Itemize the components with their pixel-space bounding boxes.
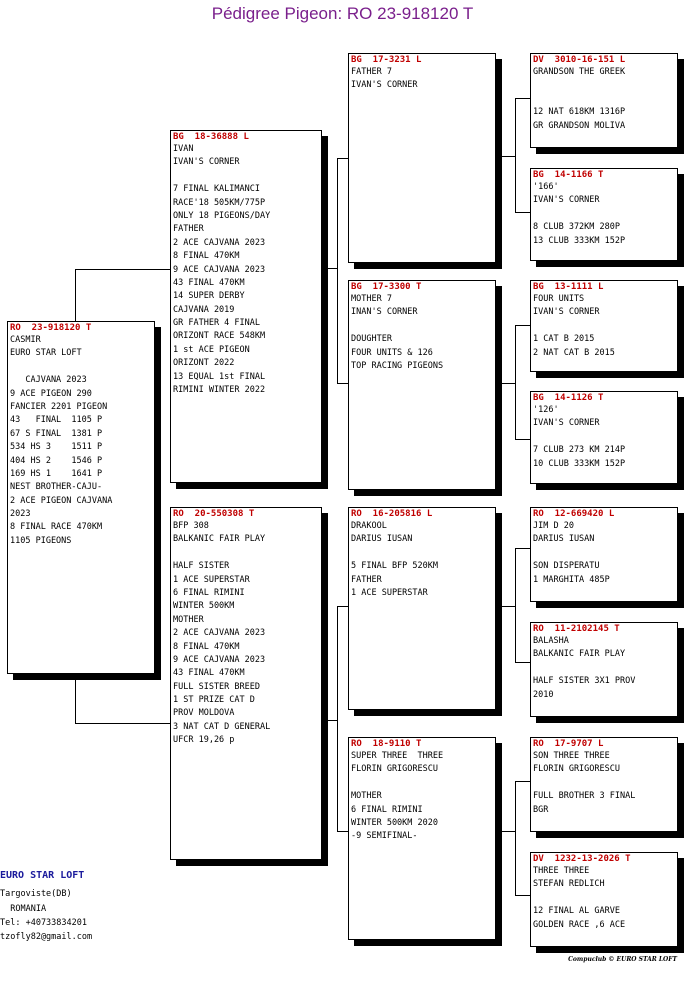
pigeon-info-line (533, 662, 675, 675)
pigeon-info-line: 2 ACE CAJVANA 2023 (173, 628, 266, 639)
connector (515, 895, 530, 896)
pigeon-card-sire (170, 130, 322, 483)
loft-name: EURO STAR LOFT (0, 870, 85, 881)
pigeon-info-line: EURO STAR LOFT (10, 348, 82, 359)
pigeon-info-line: 8 CLUB 372KM 280P (533, 222, 620, 233)
pigeon-info-line: '166' (533, 182, 559, 192)
ring-number: DV 3010-16-151 L (533, 55, 626, 65)
connector (515, 781, 530, 782)
pigeon-info-line: DARIUS IUSAN (351, 534, 413, 545)
connector (75, 723, 171, 724)
connector (515, 781, 516, 895)
pigeon-info-line: FATHER (351, 574, 382, 585)
pigeon-info-line: MOTHER (351, 791, 382, 802)
pigeon-info-line: HALF SISTER (173, 561, 230, 572)
pigeon-card-sss (530, 53, 678, 148)
pigeon-info-line (533, 547, 675, 560)
pigeon-info-line: 9 ACE CAJVANA 2023 (173, 654, 266, 665)
pigeon-info-line: GRANDSON THE GREEK (533, 67, 626, 77)
pigeon-info-line: 534 HS 3 1511 P (10, 442, 103, 453)
pigeon-info-line: 169 HS 1 1641 P (10, 468, 103, 479)
pigeon-info-line: BALKANIC FAIR PLAY (533, 649, 626, 660)
pigeon-info-line: RIMINI WINTER 2022 (173, 385, 266, 396)
pigeon-card-ddd (530, 852, 678, 947)
pigeon-info-line: 2010 (533, 689, 554, 700)
pigeon-info-line: MOTHER 7 (351, 294, 392, 304)
pigeon-info-line: 2 NAT CAT B 2015 (533, 347, 615, 358)
pigeon-info-line: 1 ACE SUPERSTAR (351, 587, 428, 598)
pigeon-info-line: CAJVANA 2019 (173, 304, 235, 315)
connector (75, 269, 76, 322)
pigeon-info-line: DRAKOOL (351, 521, 387, 531)
pigeon-info-line: 8 FINAL 470KM (173, 641, 240, 652)
pigeon-info-line: HALF SISTER 3X1 PROV (533, 676, 636, 687)
pigeon-info-line: DARIUS IUSAN (533, 534, 595, 545)
pigeon-info-line: 404 HS 2 1546 P (10, 455, 103, 466)
pigeon-info-line: ORIZONT 2022 (173, 358, 235, 369)
connector (515, 325, 530, 326)
pigeon-info-line: WINTER 500KM (173, 601, 235, 612)
pigeon-info-line (10, 361, 152, 374)
pigeon-info-line: GR FATHER 4 FINAL (173, 318, 260, 329)
pigeon-info-line: 9 ACE PIGEON 290 (10, 388, 92, 399)
pigeon-info-line: FLORIN GRIGORESCU (351, 764, 438, 775)
connector (322, 720, 337, 721)
pigeon-info-line: 1 CAT B 2015 (533, 334, 595, 345)
pigeon-info-line: FATHER 7 (351, 67, 392, 77)
pigeon-info-line: UFCR 19,26 p (173, 735, 235, 746)
pigeon-info-line: 6 FINAL RIMINI (351, 804, 423, 815)
ring-number: RO 20-550308 T (173, 509, 255, 519)
pigeon-info-line (533, 431, 675, 444)
loft-city: Targoviste(DB) (0, 889, 72, 899)
ring-number: RO 16-205816 L (351, 509, 433, 519)
pigeon-card-ssd (530, 168, 678, 261)
pigeon-card-dsd (530, 622, 678, 717)
footer-credit: Compuclub © EURO STAR LOFT (568, 956, 677, 963)
pigeon-info-line: '126' (533, 405, 559, 415)
connector (515, 548, 516, 662)
pigeon-info-line: GOLDEN RACE ,6 ACE (533, 919, 626, 930)
connector (515, 98, 516, 212)
pigeon-info-line: BFP 308 (173, 521, 209, 531)
pigeon-info-line: FOUR UNITS (533, 294, 585, 304)
pigeon-card-dam (170, 507, 322, 860)
connector (337, 158, 338, 383)
pigeon-info-line: BALASHA (533, 636, 569, 646)
loft-email: tzofly82@gmail.com (0, 932, 93, 942)
pigeon-info-line: IVAN'S CORNER (173, 157, 240, 168)
ring-number: DV 1232-13-2026 T (533, 854, 631, 864)
pigeon-info-line: 14 SUPER DERBY (173, 291, 245, 302)
pigeon-info-line: FLORIN GRIGORESCU (533, 764, 620, 775)
ring-number: BG 14-1126 T (533, 393, 604, 403)
pigeon-info-line: INAN'S CORNER (351, 307, 418, 318)
ring-number: RO 17-9707 L (533, 739, 604, 749)
pigeon-card-sdd (530, 391, 678, 484)
pigeon-info-line: FANCIER 2201 PIGEON (10, 401, 108, 412)
pigeon-info-line: 9 ACE CAJVANA 2023 (173, 264, 266, 275)
pigeon-info-line: SON THREE THREE (533, 751, 610, 761)
pigeon-info-line: 67 S FINAL 1381 P (10, 428, 103, 439)
pigeon-info-line: 1 st ACE PIGEON (173, 344, 250, 355)
page-title: Pédigree Pigeon: RO 23-918120 T (211, 4, 474, 23)
pigeon-info-line (533, 892, 675, 905)
connector (75, 674, 76, 723)
pigeon-info-line: RACE'18 505KM/775P (173, 197, 266, 208)
connector (515, 325, 516, 439)
pigeon-card-sire-sire (348, 53, 496, 263)
pigeon-info-line: IVAN'S CORNER (533, 195, 600, 206)
connector (515, 548, 530, 549)
pigeon-info-line: ONLY 18 PIGEONS/DAY (173, 210, 271, 221)
pigeon-info-line: 1 ACE SUPERSTAR (173, 574, 250, 585)
ring-number: RO 23-918120 T (10, 323, 92, 333)
pigeon-info-line: SON DISPERATU (533, 561, 600, 572)
pigeon-info-line: 3 NAT CAT D GENERAL (173, 721, 271, 732)
pigeon-info-line: 2 ACE PIGEON CAJVANA (10, 495, 113, 506)
pigeon-info-line: 43 FINAL 470KM (173, 668, 245, 679)
pigeon-info-line: FULL BROTHER 3 FINAL (533, 791, 636, 802)
connector (75, 269, 171, 270)
connector (515, 98, 530, 99)
pigeon-card-dam-sire (348, 507, 496, 710)
pigeon-info-line: BGR (533, 804, 549, 815)
pigeon-card-subject (7, 321, 155, 674)
pigeon-info-line: 6 FINAL RIMINI (173, 587, 245, 598)
pigeon-info-line (533, 79, 675, 92)
connector (515, 439, 530, 440)
pigeon-info-line (351, 547, 493, 560)
connector (515, 212, 530, 213)
pigeon-info-line: STEFAN REDLICH (533, 879, 605, 890)
pigeon-info-line: 43 FINAL 470KM (173, 277, 245, 288)
pigeon-info-line: WINTER 500KM 2020 (351, 817, 438, 828)
ring-number: RO 12-669420 L (533, 509, 615, 519)
loft-country: ROMANIA (0, 904, 47, 914)
loft-phone: Tel: +40733834201 (0, 918, 87, 928)
pigeon-info-line: NEST BROTHER-CAJU- (10, 482, 103, 493)
pigeon-card-sds (530, 280, 678, 372)
pigeon-info-line: 1 MARGHITA 485P (533, 574, 610, 585)
pigeon-info-line: -9 SEMIFINAL- (351, 831, 418, 842)
connector (501, 156, 515, 157)
pigeon-info-line (533, 777, 675, 790)
pigeon-info-line (533, 93, 675, 106)
pigeon-info-line (533, 208, 675, 221)
pigeon-info-line: 8 FINAL 470KM (173, 251, 240, 262)
pigeon-info-line: FULL SISTER BREED (173, 681, 260, 692)
pigeon-info-line: 1 ST PRIZE CAT D (173, 695, 255, 706)
pigeon-info-line: THREE THREE (533, 866, 590, 876)
pigeon-info-line: IVAN (173, 144, 194, 154)
pigeon-info-line: 2 ACE CAJVANA 2023 (173, 237, 266, 248)
pigeon-info-line: FATHER (173, 224, 204, 235)
pigeon-info-line: IVAN'S CORNER (351, 80, 418, 91)
pigeon-info-line (173, 547, 319, 560)
pigeon-info-line: PROV MOLDOVA (173, 708, 235, 719)
ring-number: BG 17-3300 T (351, 282, 422, 292)
pigeon-info-line: 1105 PIGEONS (10, 535, 72, 546)
pigeon-info-line (533, 320, 675, 333)
pigeon-info-line (173, 170, 319, 183)
pigeon-info-line: 12 FINAL AL GARVE (533, 906, 620, 917)
pigeon-info-line: DOUGHTER (351, 334, 392, 345)
ring-number: RO 11-2102145 T (533, 624, 620, 634)
pigeon-info-line: FOUR UNITS & 126 (351, 347, 433, 358)
ring-number: BG 13-1111 L (533, 282, 604, 292)
pigeon-card-dam-dam (348, 737, 496, 940)
connector (501, 383, 515, 384)
pigeon-info-line: 10 CLUB 333KM 152P (533, 458, 626, 469)
connector (501, 606, 515, 607)
ring-number: BG 14-1166 T (533, 170, 604, 180)
pigeon-info-line: CASMIR (10, 335, 41, 345)
pigeon-info-line: 43 FINAL 1105 P (10, 415, 103, 426)
pigeon-info-line: JIM D 20 (533, 521, 574, 531)
pigeon-info-line: BALKANIC FAIR PLAY (173, 534, 266, 545)
pigeon-info-line: 7 FINAL KALIMANCI (173, 184, 260, 195)
pigeon-info-line: 8 FINAL RACE 470KM (10, 522, 103, 533)
ring-number: RO 18-9110 T (351, 739, 422, 749)
connector (337, 606, 338, 831)
pigeon-info-line: 13 EQUAL 1st FINAL (173, 371, 266, 382)
pigeon-info-line: 13 CLUB 333KM 152P (533, 235, 626, 246)
pigeon-info-line: IVAN'S CORNER (533, 307, 600, 318)
connector (322, 268, 337, 269)
ring-number: BG 17-3231 L (351, 55, 422, 65)
pigeon-info-line: 5 FINAL BFP 520KM (351, 561, 438, 572)
ring-number: BG 18-36888 L (173, 132, 249, 142)
pigeon-card-dss (530, 507, 678, 602)
pigeon-info-line: ORIZONT RACE 548KM (173, 331, 266, 342)
pigeon-info-line: SUPER THREE THREE (351, 751, 444, 761)
connector (515, 662, 530, 663)
pigeon-info-line (351, 320, 493, 333)
pigeon-card-dds (530, 737, 678, 832)
connector (501, 831, 515, 832)
pigeon-info-line: 12 NAT 618KM 1316P (533, 107, 626, 118)
pigeon-card-sire-dam (348, 280, 496, 490)
pigeon-info-line: 7 CLUB 273 KM 214P (533, 445, 626, 456)
pigeon-info-line: 2023 (10, 509, 31, 520)
pigeon-info-line (351, 777, 493, 790)
pigeon-info-line: MOTHER (173, 614, 204, 625)
pigeon-info-line: GR GRANDSON MOLIVA (533, 120, 626, 131)
pigeon-info-line: IVAN'S CORNER (533, 418, 600, 429)
pigeon-info-line: TOP RACING PIGEONS (351, 360, 444, 371)
pigeon-info-line: CAJVANA 2023 (10, 375, 87, 386)
